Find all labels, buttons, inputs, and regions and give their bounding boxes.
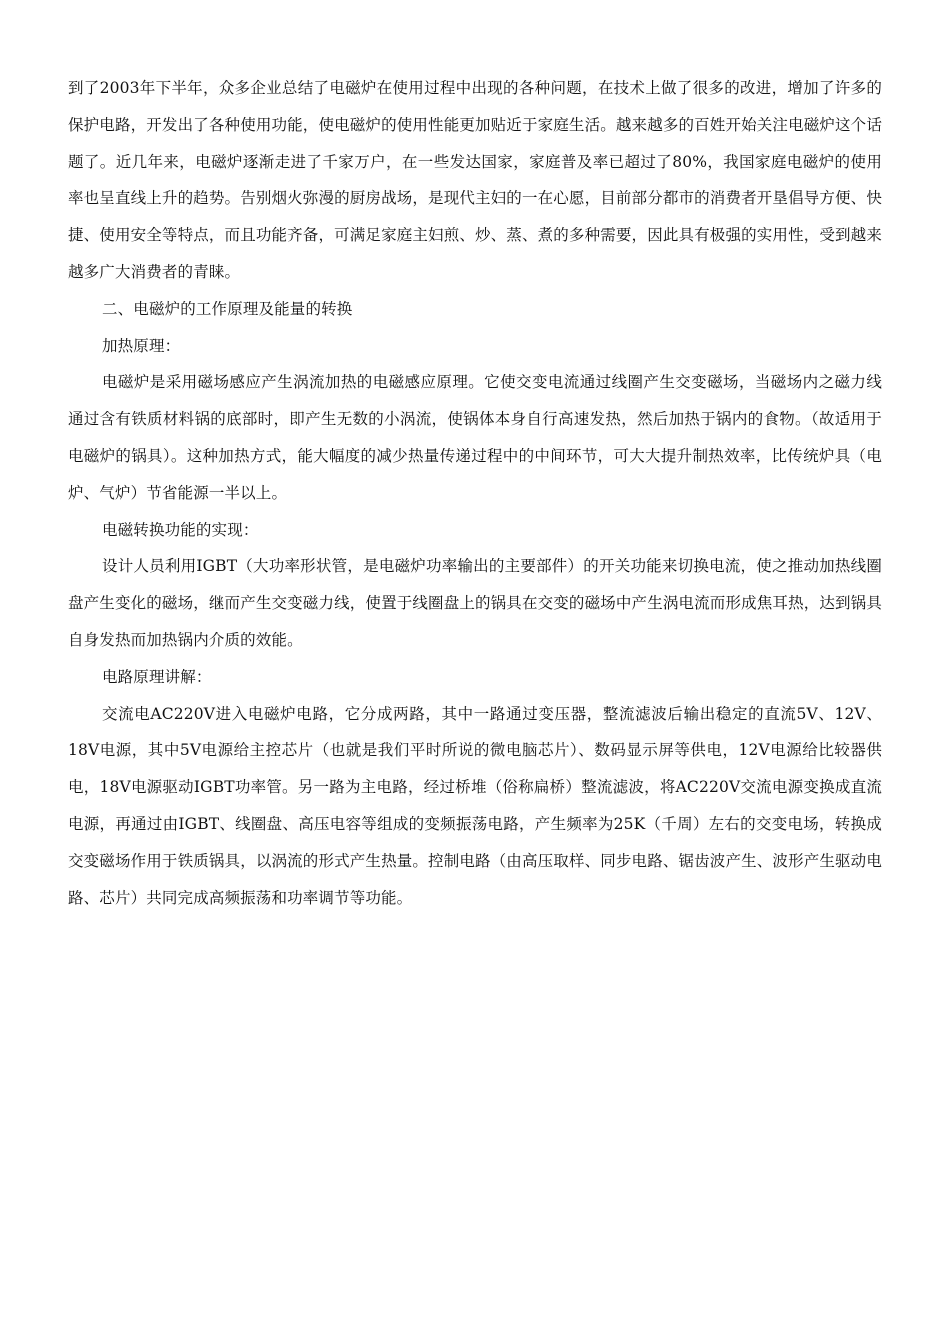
paragraph-heating-principle: 电磁炉是采用磁场感应产生涡流加热的电磁感应原理。它使交变电流通过线圈产生交变磁场，当磁场内之磁力线通过含有铁质材料锅的底部时，即产生无数的小涡流，使锅体本身自行高速发热，然后加热于锅内的食物。（故适用于电磁炉的锅具）。这种加热方式，能大幅度的减少热量传递过程中的中间环节，可大大提升制热效率，比传统炉具（电炉、气炉）节省能源一半以上。 bbox=[68, 373, 882, 502]
paragraph-circuit: 交流电AC220V进入电磁炉电路，它分成两路，其中一路通过变压器，整流滤波后输出稳定的直流5V、12V、18V电源，其中5V电源给主控芯片（也就是我们平时所说的微电脑芯片）、数码显示屏等供电，12V电源给比较器供电，18V电源驱动IGBT功率管。另一路为主电路，经过桥堆（俗称扁桥）整流滤波，将AC220V交流电源变换成直流电源，再通过由IGBT、线圈盘、高压电容等组成的变频振荡电路，产生频率为25K（千周）左右的交变电场，转换成交变磁场作用于铁质锅具，以涡流的形式产生热量。控制电路（由高压取样、同步电路、锯齿波产生、波形产生驱动电路、芯片）共同完成高频振荡和功率调节等功能。 bbox=[68, 704, 882, 907]
paragraph-intro-continued: 到了2003年下半年，众多企业总结了电磁炉在使用过程中出现的各种问题，在技术上做了很多的改进，增加了许多的保护电路，开发出了各种使用功能，使电磁炉的使用性能更加贴近于家庭生活。越来越多的百姓开始关注电磁炉这个话题了。近几年来，电磁炉逐渐走进了千家万户，在一些发达国家，家庭普及率已超过了80%，我国家庭电磁炉的使用率也呈直线上升的趋势。告别烟火弥漫的厨房战场，是现代主妇的一在心愿，目前部分都市的消费者开垦倡导方便、快捷、使用安全等特点，而且功能齐备，可满足家庭主妇煎、炒、蒸、煮的多种需要，因此具有极强的实用性，受到越来越多广大消费者的青睐。 bbox=[68, 79, 882, 281]
document-page bbox=[68, 70, 882, 916]
paragraph-conversion: 设计人员利用IGBT（大功率形状管，是电磁炉功率输出的主要部件）的开关功能来切换电流，使之推动加热线圈盘产生变化的磁场，继而产生交变磁力线，使置于线圈盘上的锅具在交变的磁场中产生涡电流而形成焦耳热，达到锅具自身发热而加热锅内介质的效能。 bbox=[68, 557, 882, 649]
subheading-heating-principle: 加热原理： bbox=[102, 336, 181, 355]
subheading-circuit: 电路原理讲解： bbox=[102, 667, 212, 686]
subheading-conversion: 电磁转换功能的实现： bbox=[102, 520, 259, 539]
section-heading: 二、电磁炉的工作原理及能量的转换 bbox=[102, 299, 353, 318]
